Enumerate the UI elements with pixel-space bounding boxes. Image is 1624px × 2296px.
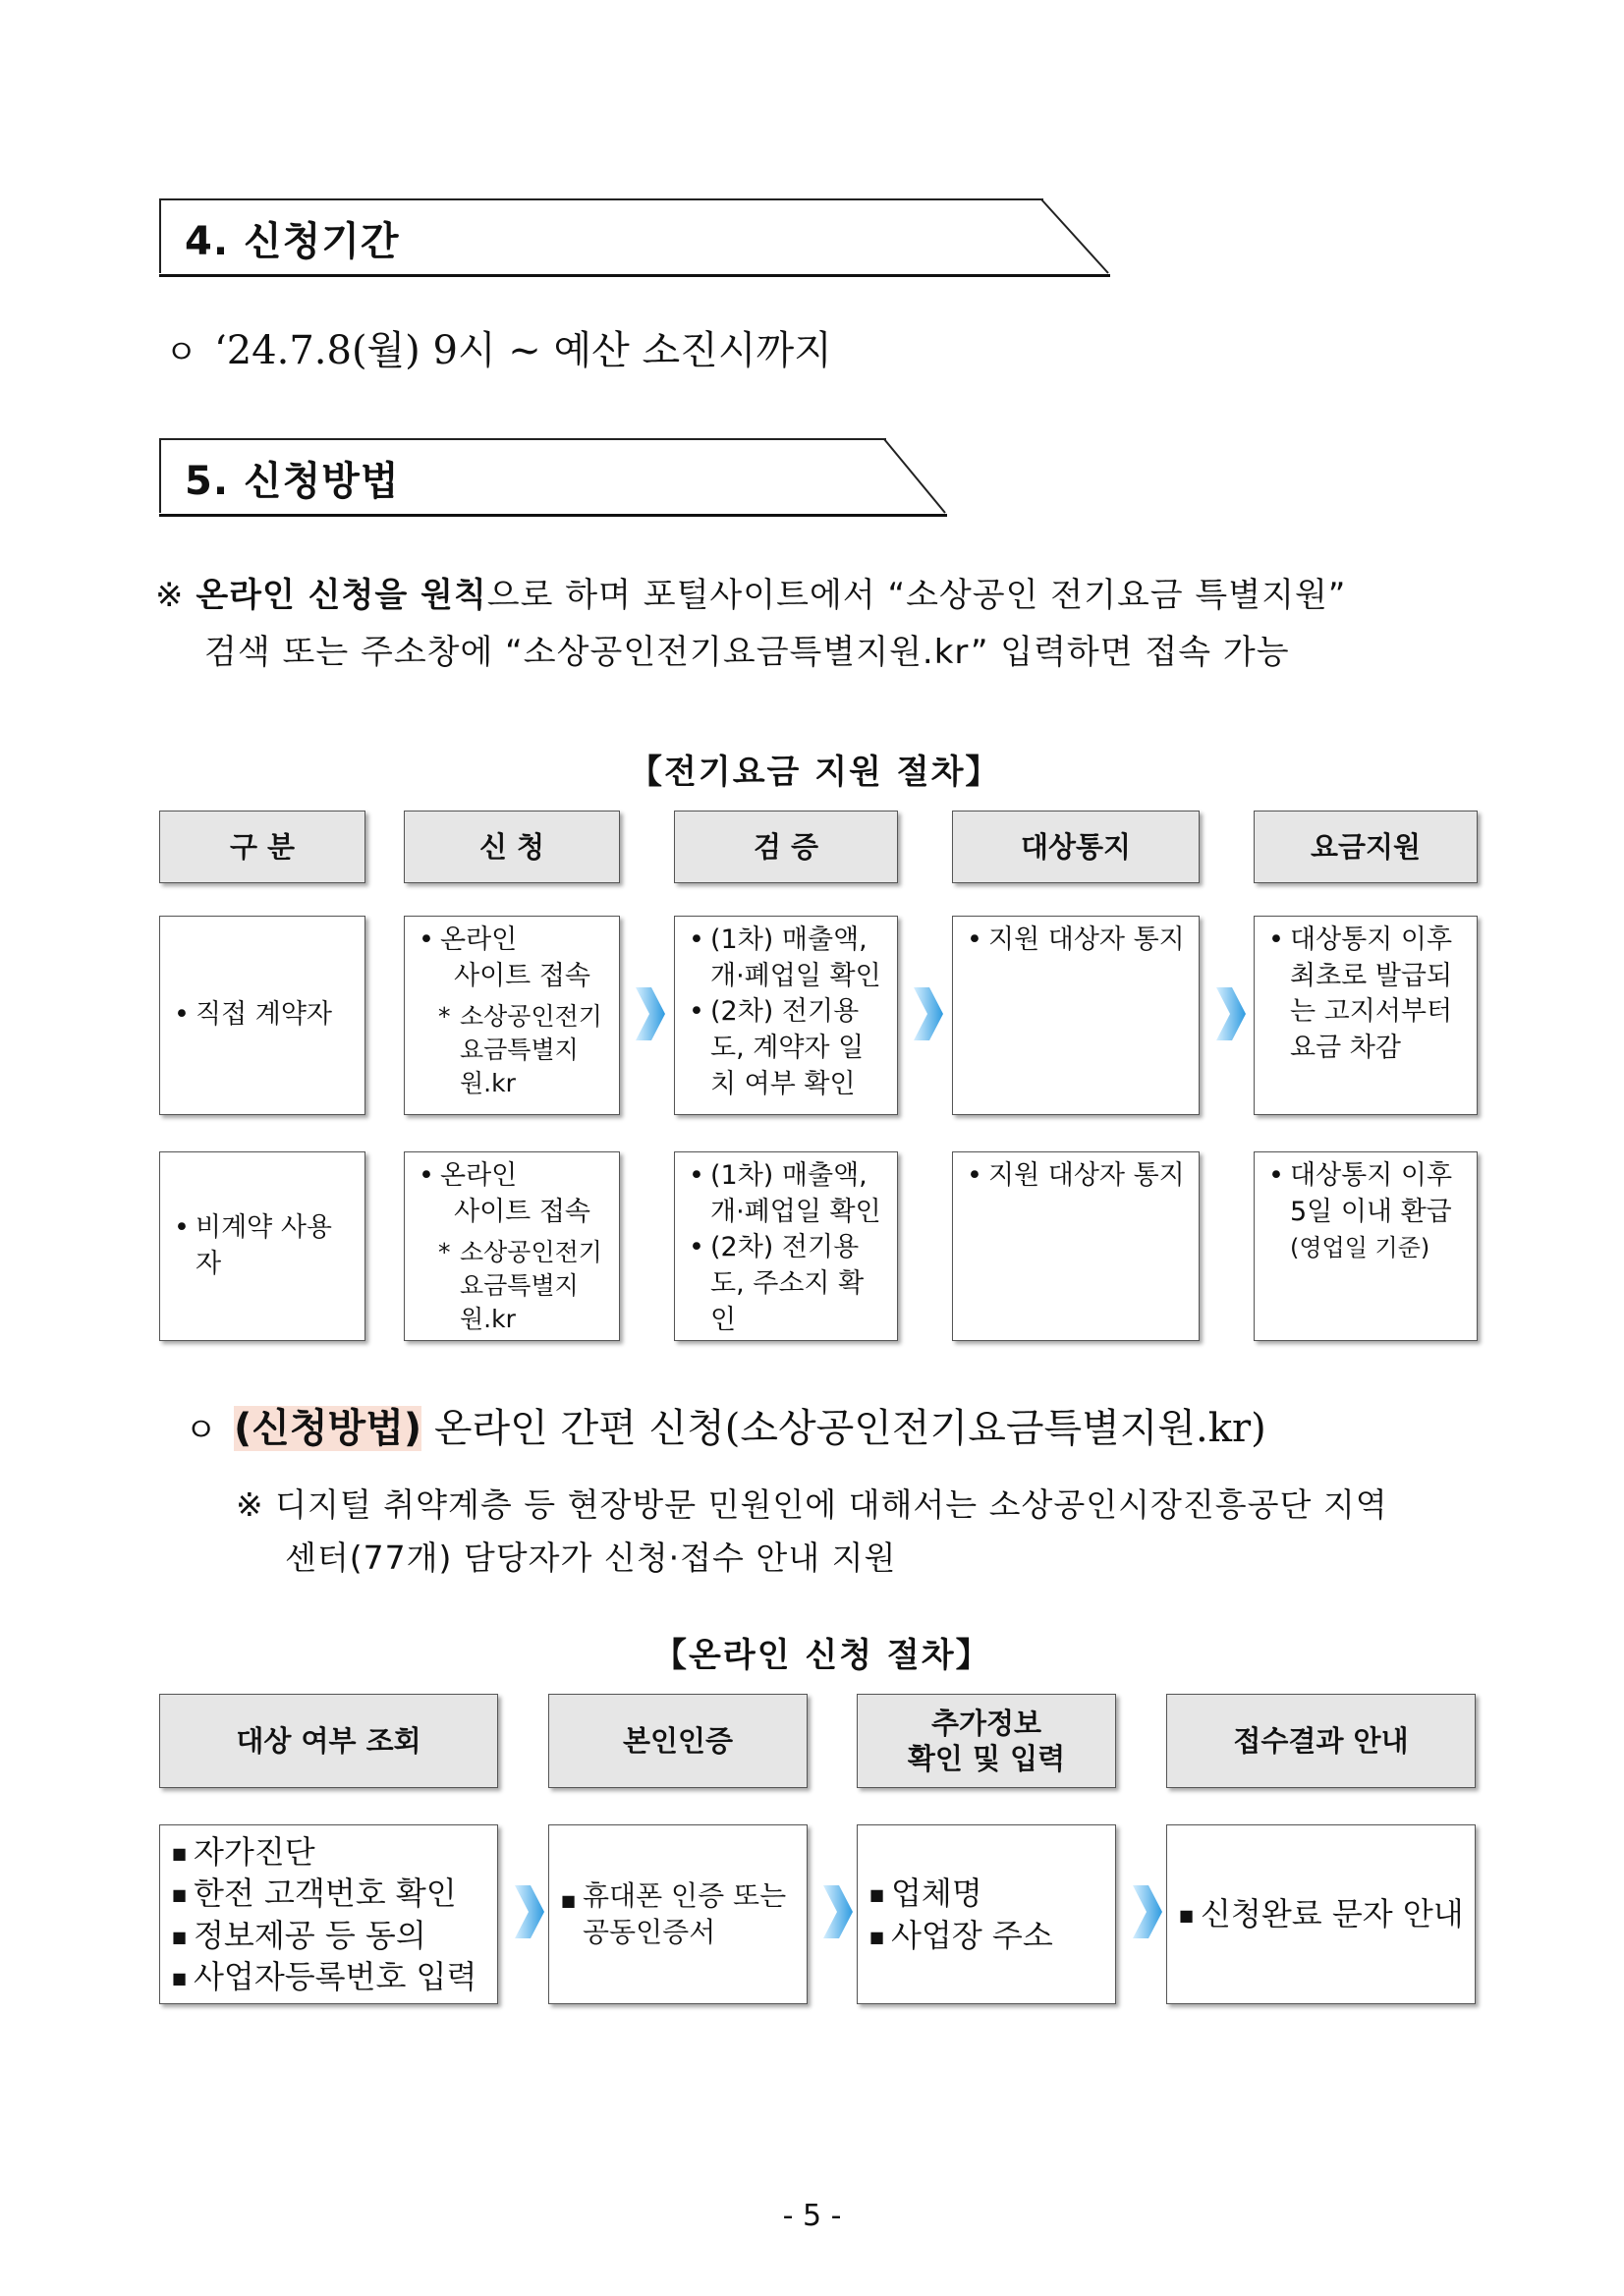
- online-col3-item: ■ 사업장 주소: [868, 1915, 1053, 1956]
- flow-arrow-icon: [1131, 1883, 1164, 1940]
- online-note-line1: [155, 568, 1346, 616]
- online-col2-item: ■ 휴대폰 인증 또는 공동인증서: [559, 1878, 797, 1951]
- header-support: 요금지원: [1254, 811, 1478, 883]
- method-line: [185, 1397, 1266, 1453]
- row1-apply-text: • 온라인 사이트 접속: [415, 923, 609, 994]
- reference-mark: ※: [155, 576, 185, 615]
- page-number: - 5 -: [782, 2199, 842, 2233]
- row1-category: [159, 916, 365, 1115]
- header-apply: 신 청: [404, 811, 620, 883]
- row2-support: [1254, 1151, 1478, 1341]
- row1-support-text: • 대상통지 이후 최초로 발급되는 고지서부터 요금 차감: [1264, 923, 1467, 1067]
- header-category: 구 분: [159, 811, 365, 883]
- online-col1-item: ■ 한전 고객번호 확인: [170, 1873, 476, 1914]
- row2-apply-url-note: * 소상공인전기 요금특별지원.kr: [415, 1236, 609, 1336]
- bullet: ㅇ: [165, 333, 197, 372]
- row1-support: [1254, 916, 1478, 1115]
- row2-category-text: • 비계약 사용자: [170, 1210, 355, 1282]
- flow-arrow-icon: [821, 1883, 855, 1940]
- method-note-line2: 센터(77개) 담당자가 신청·접수 안내 지원: [285, 1539, 897, 1577]
- flow-arrow-icon: [513, 1883, 546, 1940]
- online-col1: [159, 1824, 498, 2004]
- section-5-title: 5. 신청방법: [185, 459, 400, 504]
- row2-apply: [404, 1151, 620, 1341]
- procedure-title: 【전기요금 지원 절차】: [629, 753, 1001, 792]
- bullet: ㅇ: [185, 1411, 217, 1450]
- row1-verify-item: • (1차) 매출액, 개·폐업일 확인: [685, 923, 887, 994]
- section-4-title: 4. 신청기간: [185, 219, 400, 264]
- flow-arrow-icon: [1214, 985, 1248, 1042]
- row2-support-text: • 대상통지 이후 5일 이내 환급 (영업일 기준): [1264, 1158, 1467, 1266]
- row2-category: [159, 1151, 365, 1341]
- online-header-verification: 본인인증: [548, 1694, 808, 1788]
- period-text: ‘24.7.8(월) 9시 ~ 예산 소진시까지: [214, 328, 832, 373]
- online-header-eligibility: 대상 여부 조회: [159, 1694, 498, 1788]
- row1-apply: [404, 916, 620, 1115]
- header-underline: [159, 514, 947, 517]
- online-col1-item: ■ 사업자등록번호 입력: [170, 1956, 476, 1997]
- online-procedure-title: 【온라인 신청 절차】: [653, 1636, 991, 1675]
- row1-apply-url-note: * 소상공인전기 요금특별지원.kr: [415, 1000, 609, 1100]
- section-4-header: [159, 198, 1110, 277]
- online-col3-item: ■ 업체명: [868, 1873, 1053, 1914]
- row2-verify-item: • (1차) 매출액, 개·폐업일 확인: [685, 1158, 887, 1230]
- online-col1-item: ■ 정보제공 등 동의: [170, 1915, 476, 1956]
- section-5-header: [159, 438, 947, 517]
- row1-category-text: • 직접 계약자: [170, 997, 332, 1034]
- row2-notice: [952, 1151, 1200, 1341]
- online-header-result: 접수결과 안내: [1166, 1694, 1476, 1788]
- online-note-rest: 으로 하며 포털사이트에서 “소상공인 전기요금 특별지원”: [486, 576, 1347, 615]
- online-col4: [1166, 1824, 1476, 2004]
- header-underline: [159, 274, 1110, 277]
- row2-verify-item: • (2차) 전기용도, 주소지 확인: [685, 1230, 887, 1338]
- online-col2: [548, 1824, 808, 2004]
- online-note-bold: 온라인 신청을 원칙: [196, 576, 487, 615]
- flow-arrow-icon: [912, 985, 945, 1042]
- row1-notice-text: • 지원 대상자 통지: [963, 923, 1189, 959]
- row2-notice-text: • 지원 대상자 통지: [963, 1158, 1189, 1195]
- online-col4-item: ■ 신청완료 문자 안내: [1177, 1893, 1464, 1934]
- row2-verify: [674, 1151, 898, 1341]
- row1-verify: [674, 916, 898, 1115]
- method-label: (신청방법): [234, 1406, 422, 1451]
- flow-arrow-icon: [634, 985, 667, 1042]
- method-note-line1: ※ 디지털 취약계층 등 현장방문 민원인에 대해서는 소상공인시장진흥공단 지역: [236, 1485, 1388, 1524]
- method-text: 온라인 간편 신청(소상공인전기요금특별지원.kr): [421, 1406, 1266, 1451]
- online-header-additional-info: 추가정보 확인 및 입력: [857, 1694, 1116, 1788]
- header-verify: 검 증: [674, 811, 898, 883]
- period-line: [165, 319, 832, 375]
- row1-verify-item: • (2차) 전기용도, 계약자 일치 여부 확인: [685, 994, 887, 1102]
- row1-notice: [952, 916, 1200, 1115]
- online-col1-item: ■ 자가진단: [170, 1831, 476, 1873]
- header-notice: 대상통지: [952, 811, 1200, 883]
- online-col3: [857, 1824, 1116, 2004]
- row2-apply-text: • 온라인 사이트 접속: [415, 1158, 609, 1230]
- online-note-line2: 검색 또는 주소창에 “소상공인전기요금특별지원.kr” 입력하면 접속 가능: [204, 633, 1290, 672]
